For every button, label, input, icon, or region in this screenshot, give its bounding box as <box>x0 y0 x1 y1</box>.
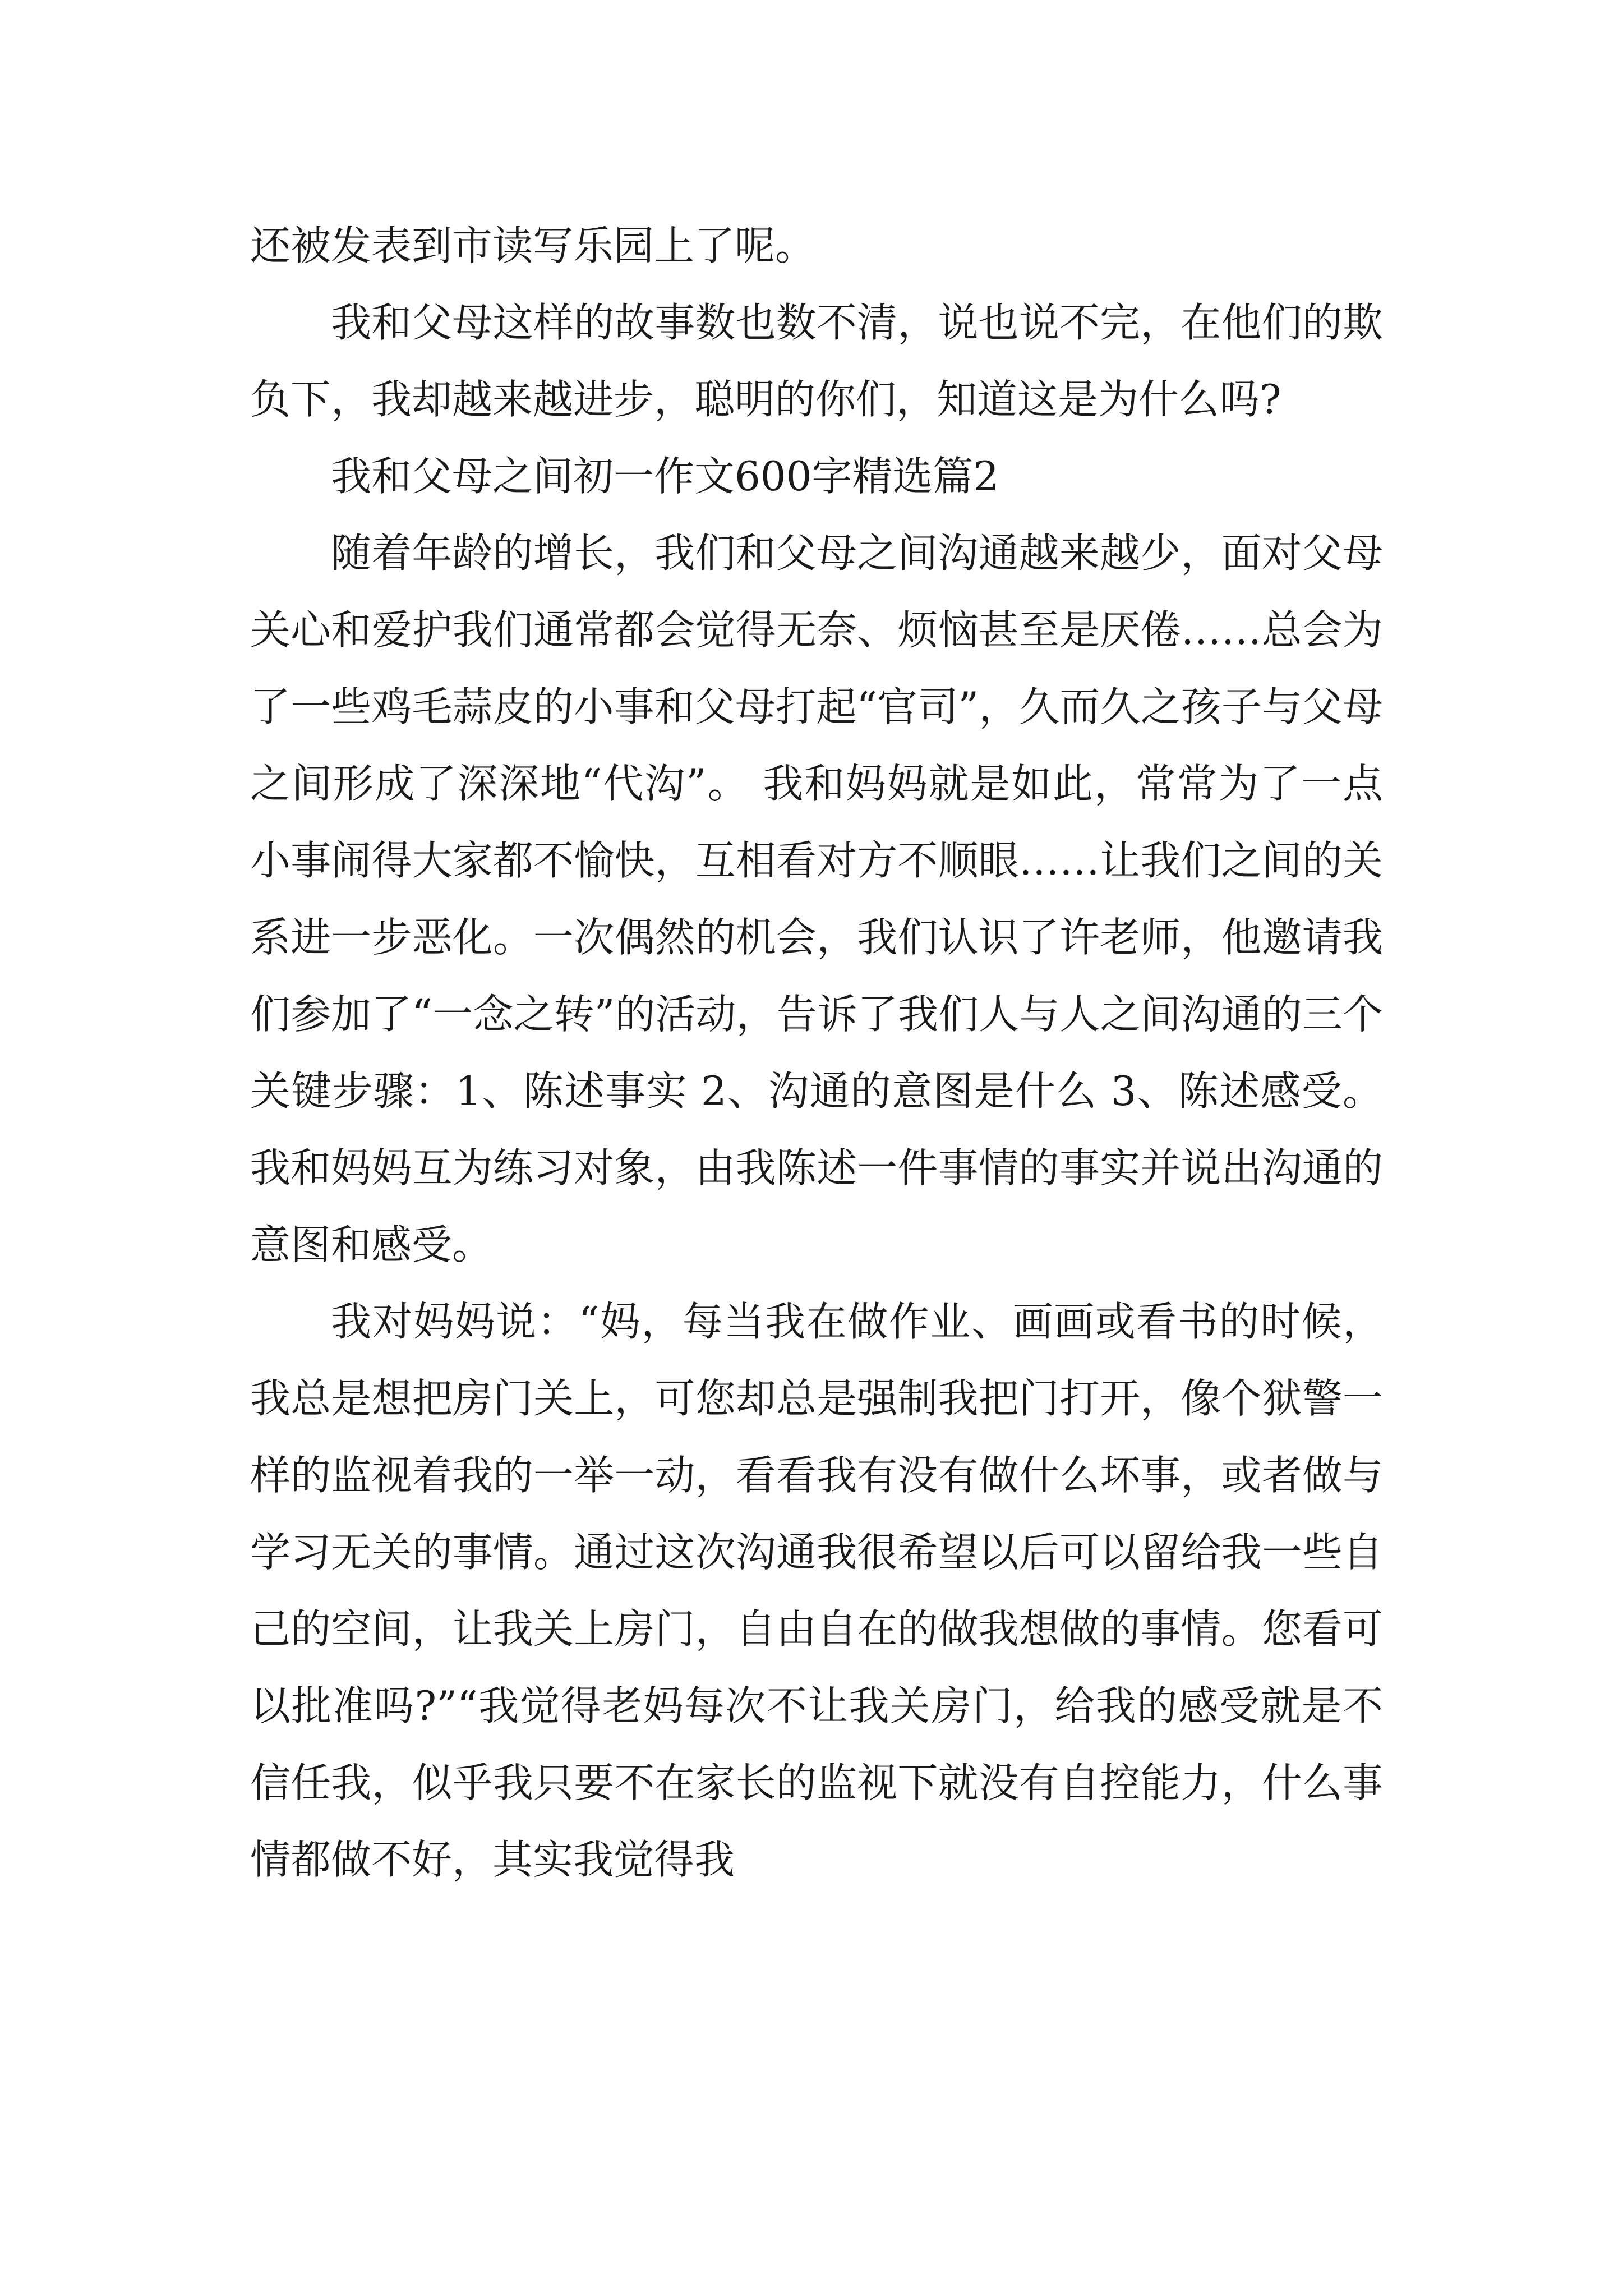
paragraph: 随着年龄的增长，我们和父母之间沟通越来越少，面对父母关心和爱护我们通常都会觉得无奈、烦恼甚至是厌倦……总会为了一些鸡毛蒜皮的小事和父母打起“官司”，久而久之孩子与父母之间形成了深深地“代沟”。 我和妈妈就是如此，常常为了一点小事闹得大家都不愉快，互相看对方不顺眼……让我们之间的关系进一步恶化。一次偶然的机会，我们认识了许老师，他邀请我们参加了“一念之转”的活动，告诉了我们人与人之间沟通的三个关键步骤：1、陈述事实 2、沟通的意图是什么 3、陈述感受。 我和妈妈互为练习对象，由我陈述一件事情的事实并说出沟通的意图和感受。 <box>250 530 1383 1268</box>
paragraph: 我对妈妈说：“妈，每当我在做作业、画画或看书的时候，我总是想把房门关上，可您却总是强制我把门打开，像个狱警一样的监视着我的一举一动，看看我有没有做什么坏事，或者做与学习无关的事情。通过这次沟通我很希望以后可以留给我一些自己的空间，让我关上房门，自由自在的做我想做的事情。您看可以批准吗?”“我觉得老妈每次不让我关房门，给我的感受就是不信任我，似乎我只要不在家长的监视下就没有自控能力，什么事情都做不好，其实我觉得我 <box>250 1298 1383 1883</box>
paragraph: 还被发表到市读写乐园上了呢。 <box>250 222 816 269</box>
document-body <box>250 208 1383 1898</box>
section-heading: 我和父母之间初一作文600字精选篇2 <box>331 453 999 500</box>
paragraph: 我和父母这样的故事数也数不清，说也说不完，在他们的欺负下，我却越来越进步，聪明的你们，知道这是为什么吗? <box>250 299 1383 423</box>
